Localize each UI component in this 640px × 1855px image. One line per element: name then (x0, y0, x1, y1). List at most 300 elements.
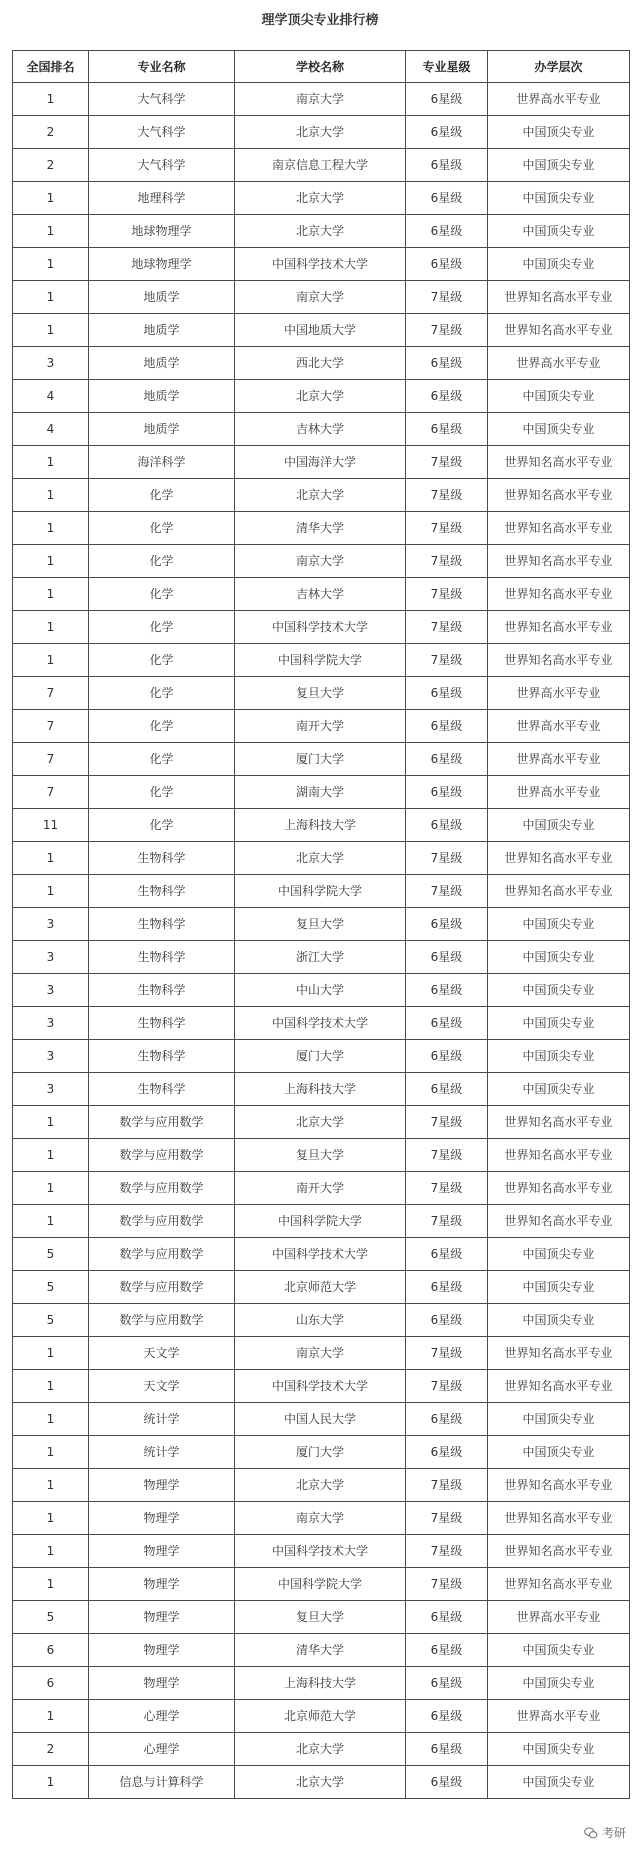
cell-major: 地质学 (89, 380, 235, 413)
cell-rank: 1 (13, 1205, 89, 1238)
cell-level: 世界知名高水平专业 (488, 1370, 630, 1403)
cell-level: 世界高水平专业 (488, 83, 630, 116)
table-row (13, 1040, 630, 1073)
cell-level: 中国顶尖专业 (488, 1040, 630, 1073)
cell-level: 中国顶尖专业 (488, 1007, 630, 1040)
cell-rank: 3 (13, 941, 89, 974)
cell-rank: 6 (13, 1634, 89, 1667)
cell-major: 统计学 (89, 1403, 235, 1436)
cell-star: 6星级 (406, 248, 488, 281)
cell-school: 复旦大学 (235, 1139, 406, 1172)
table-row (13, 281, 630, 314)
cell-major: 大气科学 (89, 149, 235, 182)
cell-rank: 3 (13, 908, 89, 941)
cell-school: 中国人民大学 (235, 1403, 406, 1436)
cell-star: 7星级 (406, 281, 488, 314)
cell-rank: 1 (13, 842, 89, 875)
cell-star: 6星级 (406, 83, 488, 116)
cell-level: 世界高水平专业 (488, 776, 630, 809)
cell-rank: 1 (13, 611, 89, 644)
table-row (13, 842, 630, 875)
cell-level: 中国顶尖专业 (488, 1766, 630, 1799)
watermark-text: 考研 (601, 1826, 626, 1840)
cell-star: 7星级 (406, 1205, 488, 1238)
cell-rank: 3 (13, 1040, 89, 1073)
cell-major: 生物科学 (89, 941, 235, 974)
cell-rank: 1 (13, 644, 89, 677)
cell-school: 中国科学院大学 (235, 1568, 406, 1601)
cell-rank: 1 (13, 875, 89, 908)
cell-rank: 1 (13, 248, 89, 281)
cell-school: 中山大学 (235, 974, 406, 1007)
cell-rank: 2 (13, 116, 89, 149)
cell-rank: 3 (13, 1007, 89, 1040)
cell-star: 7星级 (406, 1502, 488, 1535)
cell-major: 心理学 (89, 1700, 235, 1733)
ranking-table (12, 50, 630, 1799)
cell-level: 世界知名高水平专业 (488, 479, 630, 512)
cell-school: 北京师范大学 (235, 1271, 406, 1304)
cell-star: 6星级 (406, 413, 488, 446)
cell-major: 天文学 (89, 1370, 235, 1403)
cell-level: 世界知名高水平专业 (488, 314, 630, 347)
table-row (13, 1238, 630, 1271)
table-row (13, 875, 630, 908)
cell-star: 7星级 (406, 479, 488, 512)
table-row (13, 809, 630, 842)
cell-level: 中国顶尖专业 (488, 248, 630, 281)
cell-major: 心理学 (89, 1733, 235, 1766)
cell-rank: 1 (13, 1403, 89, 1436)
cell-school: 北京大学 (235, 479, 406, 512)
table-row (13, 1007, 630, 1040)
cell-school: 中国科学院大学 (235, 1205, 406, 1238)
table-row (13, 743, 630, 776)
cell-level: 中国顶尖专业 (488, 1271, 630, 1304)
cell-major: 数学与应用数学 (89, 1271, 235, 1304)
cell-school: 北京师范大学 (235, 1700, 406, 1733)
cell-major: 物理学 (89, 1568, 235, 1601)
table-row (13, 908, 630, 941)
cell-major: 化学 (89, 710, 235, 743)
cell-rank: 5 (13, 1304, 89, 1337)
table-row (13, 512, 630, 545)
cell-rank: 1 (13, 578, 89, 611)
cell-major: 地质学 (89, 281, 235, 314)
table-row (13, 1205, 630, 1238)
cell-school: 上海科技大学 (235, 1667, 406, 1700)
cell-school: 中国科学院大学 (235, 875, 406, 908)
table-row (13, 1106, 630, 1139)
cell-major: 物理学 (89, 1535, 235, 1568)
table-row (13, 1634, 630, 1667)
cell-rank: 7 (13, 710, 89, 743)
cell-school: 北京大学 (235, 116, 406, 149)
cell-major: 化学 (89, 677, 235, 710)
page-title: 理学顶尖专业排行榜 (261, 13, 379, 28)
cell-rank: 1 (13, 1337, 89, 1370)
cell-rank: 3 (13, 1073, 89, 1106)
cell-level: 世界知名高水平专业 (488, 1205, 630, 1238)
cell-star: 6星级 (406, 974, 488, 1007)
cell-rank: 1 (13, 1700, 89, 1733)
cell-school: 南京大学 (235, 1337, 406, 1370)
cell-major: 地球物理学 (89, 215, 235, 248)
cell-level: 中国顶尖专业 (488, 941, 630, 974)
table-row (13, 248, 630, 281)
header-row (13, 51, 630, 83)
cell-major: 化学 (89, 578, 235, 611)
table-row (13, 1469, 630, 1502)
table-row (13, 1271, 630, 1304)
cell-major: 化学 (89, 479, 235, 512)
cell-major: 地理科学 (89, 182, 235, 215)
cell-major: 化学 (89, 809, 235, 842)
cell-star: 7星级 (406, 578, 488, 611)
cell-star: 7星级 (406, 1106, 488, 1139)
cell-level: 世界高水平专业 (488, 710, 630, 743)
cell-school: 北京大学 (235, 1469, 406, 1502)
cell-major: 信息与计算科学 (89, 1766, 235, 1799)
cell-major: 数学与应用数学 (89, 1304, 235, 1337)
cell-school: 厦门大学 (235, 1040, 406, 1073)
cell-rank: 6 (13, 1667, 89, 1700)
cell-rank: 7 (13, 677, 89, 710)
cell-level: 中国顶尖专业 (488, 1436, 630, 1469)
cell-level: 世界知名高水平专业 (488, 281, 630, 314)
header-level: 办学层次 (488, 51, 630, 83)
cell-level: 中国顶尖专业 (488, 1634, 630, 1667)
cell-school: 南京大学 (235, 83, 406, 116)
cell-level: 中国顶尖专业 (488, 1733, 630, 1766)
watermark (584, 1824, 626, 1841)
cell-school: 复旦大学 (235, 1601, 406, 1634)
cell-major: 统计学 (89, 1436, 235, 1469)
cell-level: 世界知名高水平专业 (488, 611, 630, 644)
cell-level: 中国顶尖专业 (488, 809, 630, 842)
cell-school: 中国科学技术大学 (235, 1238, 406, 1271)
table-row (13, 314, 630, 347)
cell-major: 化学 (89, 776, 235, 809)
cell-rank: 1 (13, 446, 89, 479)
cell-level: 中国顶尖专业 (488, 1667, 630, 1700)
cell-star: 7星级 (406, 1469, 488, 1502)
cell-major: 数学与应用数学 (89, 1106, 235, 1139)
cell-major: 生物科学 (89, 1007, 235, 1040)
table-row (13, 578, 630, 611)
cell-school: 北京大学 (235, 380, 406, 413)
cell-star: 6星级 (406, 743, 488, 776)
cell-level: 世界知名高水平专业 (488, 1172, 630, 1205)
header-rank: 全国排名 (13, 51, 89, 83)
table-row (13, 413, 630, 446)
cell-school: 北京大学 (235, 1106, 406, 1139)
cell-school: 南开大学 (235, 1172, 406, 1205)
cell-level: 中国顶尖专业 (488, 413, 630, 446)
cell-school: 南京大学 (235, 1502, 406, 1535)
cell-rank: 1 (13, 1502, 89, 1535)
cell-school: 中国地质大学 (235, 314, 406, 347)
cell-star: 6星级 (406, 809, 488, 842)
cell-rank: 11 (13, 809, 89, 842)
cell-level: 世界知名高水平专业 (488, 512, 630, 545)
cell-star: 6星级 (406, 1733, 488, 1766)
cell-star: 7星级 (406, 644, 488, 677)
cell-major: 化学 (89, 611, 235, 644)
cell-school: 湖南大学 (235, 776, 406, 809)
cell-level: 中国顶尖专业 (488, 182, 630, 215)
table-row (13, 1667, 630, 1700)
cell-rank: 1 (13, 281, 89, 314)
cell-rank: 1 (13, 1469, 89, 1502)
cell-level: 世界高水平专业 (488, 677, 630, 710)
table-row (13, 1568, 630, 1601)
wechat-icon (584, 1826, 598, 1840)
cell-level: 世界知名高水平专业 (488, 1106, 630, 1139)
cell-level: 中国顶尖专业 (488, 380, 630, 413)
cell-rank: 1 (13, 512, 89, 545)
cell-major: 数学与应用数学 (89, 1139, 235, 1172)
cell-major: 生物科学 (89, 908, 235, 941)
cell-star: 6星级 (406, 215, 488, 248)
cell-rank: 1 (13, 1436, 89, 1469)
cell-star: 6星级 (406, 1304, 488, 1337)
cell-rank: 1 (13, 1535, 89, 1568)
table-row (13, 1172, 630, 1205)
cell-star: 7星级 (406, 1370, 488, 1403)
cell-school: 北京大学 (235, 1733, 406, 1766)
cell-star: 6星级 (406, 116, 488, 149)
header-school: 学校名称 (235, 51, 406, 83)
cell-school: 浙江大学 (235, 941, 406, 974)
cell-school: 北京大学 (235, 842, 406, 875)
cell-major: 生物科学 (89, 875, 235, 908)
table-row (13, 215, 630, 248)
cell-level: 世界知名高水平专业 (488, 578, 630, 611)
cell-level: 中国顶尖专业 (488, 1304, 630, 1337)
cell-school: 南开大学 (235, 710, 406, 743)
cell-star: 6星级 (406, 1766, 488, 1799)
cell-major: 化学 (89, 512, 235, 545)
cell-major: 地质学 (89, 314, 235, 347)
cell-level: 中国顶尖专业 (488, 149, 630, 182)
cell-rank: 7 (13, 776, 89, 809)
cell-major: 生物科学 (89, 842, 235, 875)
table-row (13, 776, 630, 809)
cell-star: 7星级 (406, 1337, 488, 1370)
table-row (13, 1370, 630, 1403)
cell-school: 北京大学 (235, 215, 406, 248)
cell-rank: 1 (13, 182, 89, 215)
cell-major: 物理学 (89, 1502, 235, 1535)
cell-star: 6星级 (406, 380, 488, 413)
cell-star: 7星级 (406, 1172, 488, 1205)
cell-school: 清华大学 (235, 1634, 406, 1667)
cell-major: 化学 (89, 743, 235, 776)
cell-level: 世界知名高水平专业 (488, 875, 630, 908)
cell-level: 中国顶尖专业 (488, 1403, 630, 1436)
header-star: 专业星级 (406, 51, 488, 83)
cell-rank: 5 (13, 1601, 89, 1634)
cell-school: 中国科学技术大学 (235, 1007, 406, 1040)
cell-school: 西北大学 (235, 347, 406, 380)
cell-major: 大气科学 (89, 83, 235, 116)
cell-major: 生物科学 (89, 1040, 235, 1073)
cell-star: 6星级 (406, 1436, 488, 1469)
cell-rank: 5 (13, 1271, 89, 1304)
cell-major: 物理学 (89, 1634, 235, 1667)
cell-star: 6星级 (406, 1403, 488, 1436)
cell-level: 世界高水平专业 (488, 743, 630, 776)
table-row (13, 1304, 630, 1337)
table-row (13, 1403, 630, 1436)
table-row (13, 677, 630, 710)
cell-star: 6星级 (406, 1667, 488, 1700)
table-row (13, 1139, 630, 1172)
cell-major: 大气科学 (89, 116, 235, 149)
cell-level: 世界知名高水平专业 (488, 1568, 630, 1601)
cell-level: 世界知名高水平专业 (488, 1502, 630, 1535)
cell-star: 7星级 (406, 545, 488, 578)
cell-rank: 3 (13, 347, 89, 380)
header-major: 专业名称 (89, 51, 235, 83)
table-row (13, 149, 630, 182)
cell-school: 南京大学 (235, 281, 406, 314)
cell-rank: 5 (13, 1238, 89, 1271)
cell-rank: 1 (13, 545, 89, 578)
cell-star: 7星级 (406, 611, 488, 644)
cell-rank: 4 (13, 413, 89, 446)
table-row (13, 1337, 630, 1370)
cell-level: 中国顶尖专业 (488, 215, 630, 248)
cell-star: 6星级 (406, 941, 488, 974)
cell-school: 厦门大学 (235, 743, 406, 776)
cell-school: 中国科学院大学 (235, 644, 406, 677)
cell-major: 数学与应用数学 (89, 1238, 235, 1271)
cell-rank: 1 (13, 1568, 89, 1601)
table-row (13, 182, 630, 215)
cell-star: 7星级 (406, 1139, 488, 1172)
cell-school: 中国科学技术大学 (235, 1370, 406, 1403)
cell-major: 数学与应用数学 (89, 1205, 235, 1238)
cell-major: 生物科学 (89, 1073, 235, 1106)
cell-level: 世界知名高水平专业 (488, 1469, 630, 1502)
table-row (13, 710, 630, 743)
cell-star: 6星级 (406, 1073, 488, 1106)
cell-major: 数学与应用数学 (89, 1172, 235, 1205)
cell-level: 世界知名高水平专业 (488, 446, 630, 479)
table-row (13, 479, 630, 512)
cell-level: 世界高水平专业 (488, 347, 630, 380)
cell-school: 上海科技大学 (235, 809, 406, 842)
cell-rank: 1 (13, 215, 89, 248)
cell-rank: 1 (13, 1172, 89, 1205)
table-row (13, 1502, 630, 1535)
cell-rank: 7 (13, 743, 89, 776)
cell-major: 海洋科学 (89, 446, 235, 479)
cell-star: 6星级 (406, 1271, 488, 1304)
cell-school: 中国科学技术大学 (235, 1535, 406, 1568)
table-row (13, 644, 630, 677)
table-row (13, 974, 630, 1007)
cell-level: 世界知名高水平专业 (488, 842, 630, 875)
table-row (13, 1073, 630, 1106)
table-row (13, 446, 630, 479)
cell-major: 地质学 (89, 413, 235, 446)
table-row (13, 545, 630, 578)
cell-star: 7星级 (406, 842, 488, 875)
cell-school: 北京大学 (235, 182, 406, 215)
cell-school: 复旦大学 (235, 908, 406, 941)
cell-major: 物理学 (89, 1601, 235, 1634)
cell-star: 6星级 (406, 1601, 488, 1634)
cell-rank: 1 (13, 479, 89, 512)
cell-level: 中国顶尖专业 (488, 116, 630, 149)
cell-rank: 1 (13, 1106, 89, 1139)
cell-level: 世界知名高水平专业 (488, 1337, 630, 1370)
cell-star: 6星级 (406, 149, 488, 182)
cell-school: 厦门大学 (235, 1436, 406, 1469)
cell-star: 7星级 (406, 1535, 488, 1568)
cell-rank: 2 (13, 1733, 89, 1766)
table-row (13, 1535, 630, 1568)
cell-star: 6星级 (406, 1700, 488, 1733)
table-row (13, 941, 630, 974)
cell-school: 南京信息工程大学 (235, 149, 406, 182)
cell-rank: 3 (13, 974, 89, 1007)
table-row (13, 1700, 630, 1733)
table-row (13, 1436, 630, 1469)
cell-level: 世界知名高水平专业 (488, 1139, 630, 1172)
cell-school: 复旦大学 (235, 677, 406, 710)
cell-school: 南京大学 (235, 545, 406, 578)
cell-school: 中国科学技术大学 (235, 611, 406, 644)
cell-star: 6星级 (406, 677, 488, 710)
cell-rank: 4 (13, 380, 89, 413)
cell-level: 世界高水平专业 (488, 1700, 630, 1733)
cell-star: 6星级 (406, 1007, 488, 1040)
cell-major: 化学 (89, 545, 235, 578)
table-row (13, 1733, 630, 1766)
cell-rank: 2 (13, 149, 89, 182)
cell-level: 中国顶尖专业 (488, 974, 630, 1007)
cell-star: 7星级 (406, 314, 488, 347)
cell-star: 7星级 (406, 1568, 488, 1601)
cell-level: 中国顶尖专业 (488, 1238, 630, 1271)
table-row (13, 611, 630, 644)
cell-star: 6星级 (406, 347, 488, 380)
cell-major: 物理学 (89, 1469, 235, 1502)
cell-rank: 1 (13, 1766, 89, 1799)
cell-major: 天文学 (89, 1337, 235, 1370)
cell-rank: 1 (13, 314, 89, 347)
cell-level: 中国顶尖专业 (488, 908, 630, 941)
cell-major: 地球物理学 (89, 248, 235, 281)
cell-level: 世界知名高水平专业 (488, 1535, 630, 1568)
cell-rank: 1 (13, 83, 89, 116)
cell-major: 地质学 (89, 347, 235, 380)
cell-school: 吉林大学 (235, 413, 406, 446)
cell-school: 山东大学 (235, 1304, 406, 1337)
table-row (13, 83, 630, 116)
cell-school: 清华大学 (235, 512, 406, 545)
cell-rank: 1 (13, 1370, 89, 1403)
cell-level: 世界高水平专业 (488, 1601, 630, 1634)
table-row (13, 1601, 630, 1634)
cell-school: 上海科技大学 (235, 1073, 406, 1106)
table-row (13, 380, 630, 413)
table-body (13, 83, 630, 1799)
